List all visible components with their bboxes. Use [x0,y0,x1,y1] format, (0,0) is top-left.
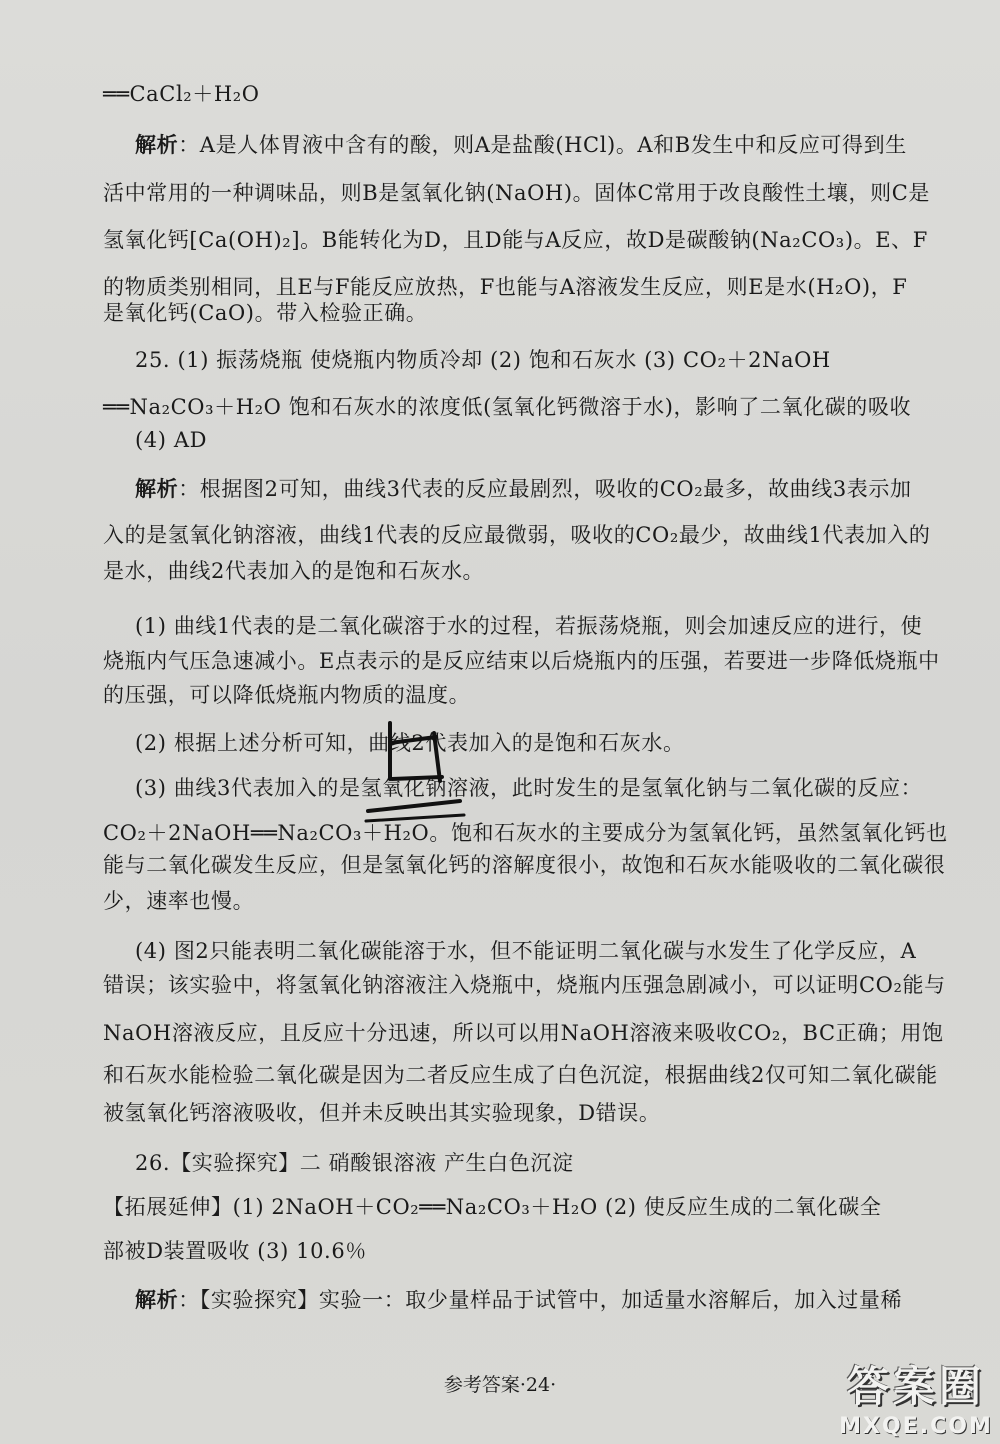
text-line: 被氢氧化钙溶液吸收，但并未反映出其实验现象，D错误。 [103,1101,661,1125]
text-line: 部被D装置吸收 (3) 10.6％ [103,1239,367,1263]
analysis-label: 解析 [135,132,179,157]
text-line: 的压强，可以降低烧瓶内物质的温度。 [103,683,471,707]
text-line: 烧瓶内气压急速减小。E点表示的是反应结束以后烧瓶内的压强，若要进一步降低烧瓶中 [103,649,940,673]
text-line: 是氧化钙(CaO)。带入检验正确。 [103,301,428,325]
text-line: 和石灰水能检验二氧化碳是因为二者反应生成了白色沉淀，根据曲线2仅可知二氧化碳能 [103,1063,938,1087]
watermark-logo [836,1354,996,1440]
text-line: 【拓展延伸】(1) 2NaOH＋CO₂══Na₂CO₃＋H₂O (2) 使反应生成的二氧化碳全 [103,1195,882,1219]
text-line: 能与二氧化碳发生反应，但是氢氧化钙的溶解度很小，故饱和石灰水能吸收的二氧化碳很 [103,853,946,877]
analysis-label: 解析 [135,1287,179,1312]
watermark-url: MXQE.COM [839,1414,993,1439]
watermark-title: 答案圈 [846,1362,985,1411]
text-line: ══Na₂CO₃＋H₂O 饱和石灰水的浓度低(氢氧化钙微溶于水)，影响了二氧化碳的吸收 [103,395,912,419]
analysis-label: 解析 [135,476,179,501]
text-line: 解析：【实验探究】实验一：取少量样品于试管中，加适量水溶解后，加入过量稀 [135,1287,903,1312]
text-line: (4) AD [135,428,208,452]
question-26-answer: 26.【实验探究】二 硝酸银溶液 产生白色沉淀 [135,1151,574,1175]
text-line: 的物质类别相同，且E与F能反应放热，F也能与A溶液发生反应，则E是水(H₂O)，F [103,275,908,299]
text-line: (2) 根据上述分析可知，曲线2代表加入的是饱和石灰水。 [135,731,685,755]
text-line: 入的是氢氧化钠溶液，曲线1代表的反应最微弱，吸收的CO₂最少，故曲线1代表加入的 [103,523,931,547]
text-line: 错误；该实验中，将氢氧化钠溶液注入烧瓶中，烧瓶内压强急剧减小，可以证明CO₂能与 [103,973,946,997]
text-line: (1) 曲线1代表的是二氧化碳溶于水的过程，若振荡烧瓶，则会加速反应的进行，使 [135,614,923,638]
text-line: (3) 曲线3代表加入的是氢氧化钠溶液，此时发生的是氢氧化钠与二氧化碳的反应： [135,776,923,800]
text-line: 解析：根据图2可知，曲线3代表的反应最剧烈，吸收的CO₂最多，故曲线3表示加 [135,476,912,501]
text-line: (4) 图2只能表明二氧化碳能溶于水，但不能证明二氧化碳与水发生了化学反应，A [135,939,917,963]
text-line: 解析：A是人体胃液中含有的酸，则A是盐酸(HCl)。A和B发生中和反应可得到生 [135,132,907,157]
text-line: 是水，曲线2代表加入的是饱和石灰水。 [103,559,485,583]
text-line: NaOH溶液反应，且反应十分迅速，所以可以用NaOH溶液来吸收CO₂，BC正确；用饱 [103,1021,944,1045]
text-line: CO₂＋2NaOH══Na₂CO₃＋H₂O。饱和石灰水的主要成分为氢氧化钙，虽然氢氧化钙也 [103,821,948,845]
text-line: 氢氧化钙[Ca(OH)₂]。B能转化为D，且D能与A反应，故D是碳酸钠(Na₂CO₃)。E、F [103,228,928,252]
text-line: 活中常用的一种调味品，则B是氢氧化钠(NaOH)。固体C常用于改良酸性土壤，则C是 [103,181,930,205]
page-footer: 参考答案·24· [443,1374,557,1396]
question-25-answer: 25. (1) 振荡烧瓶 使烧瓶内物质冷却 (2) 饱和石灰水 (3) CO₂＋2NaOH [135,348,831,372]
handwritten-scribble [360,715,470,825]
text-line: 少，速率也慢。 [103,889,255,913]
text-line: ══CaCl₂＋H₂O [103,82,260,106]
